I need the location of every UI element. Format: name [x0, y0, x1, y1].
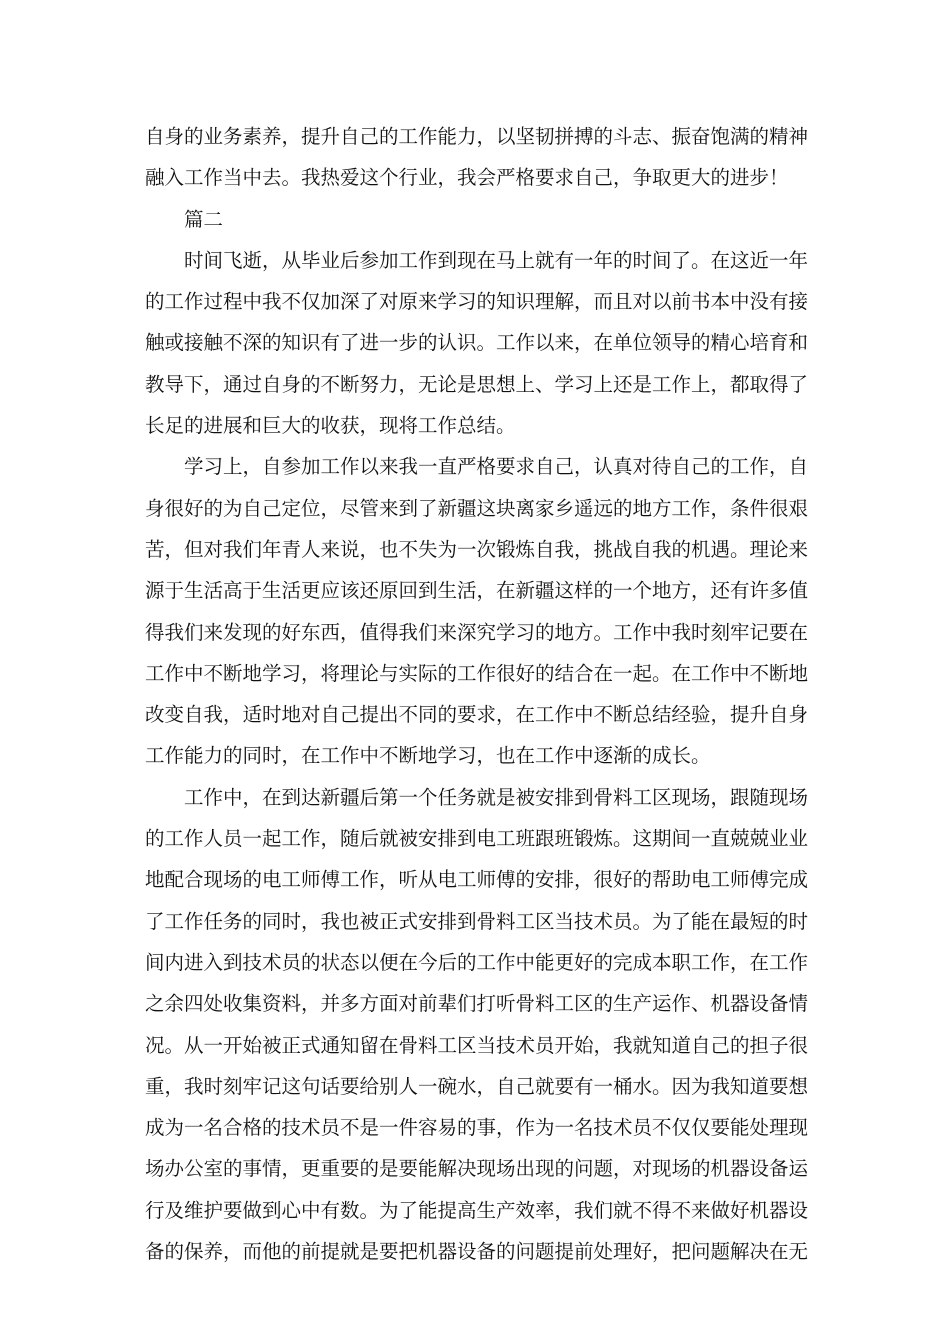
text-line: 备的保养，而他的前提就是要把机器设备的问题提前处理好，把问题解决在无 — [145, 1240, 809, 1264]
text-line: 的工作过程中我不仅加深了对原来学习的知识理解，而且对以前书本中没有接 — [145, 290, 809, 314]
text-line: 之余四处收集资料，并多方面对前辈们打听骨料工区的生产运作、机器设备情 — [145, 992, 809, 1016]
text-line: 况。从一开始被正式通知留在骨料工区当技术员开始，我就知道自己的担子很 — [145, 1033, 809, 1057]
text-line: 地配合现场的电工师傅工作，听从电工师傅的安排，很好的帮助电工师傅完成 — [145, 868, 809, 892]
section-heading — [145, 199, 805, 240]
text-line: 融入工作当中去。我热爱这个行业，我会严格要求自己，争取更大的进步！ — [145, 166, 789, 190]
text-line: 的工作人员一起工作，随后就被安排到电工班跟班锻炼。这期间一直兢兢业业 — [145, 827, 809, 851]
text-line: 行及维护要做到心中有数。为了能提高生产效率，我们就不得不来做好机器设 — [145, 1198, 809, 1222]
heading-text: 篇二 — [184, 207, 224, 231]
text-line: 间内进入到技术员的状态以便在今后的工作中能更好的完成本职工作，在工作 — [145, 950, 809, 974]
text-line: 源于生活高于生活更应该还原回到生活，在新疆这样的一个地方，还有许多值 — [145, 579, 809, 603]
text-line: 工作能力的同时，在工作中不断地学习，也在工作中逐渐的成长。 — [145, 744, 711, 768]
paragraph — [145, 240, 809, 446]
text-line: 改变自我，适时地对自己提出不同的要求，在工作中不断总结经验，提升自身 — [145, 703, 809, 727]
text-line: 自身的业务素养，提升自己的工作能力，以坚韧拼搏的斗志、振奋饱满的精神 — [145, 125, 809, 148]
paragraph — [145, 446, 809, 776]
text-line: 身很好的为自己定位，尽管来到了新疆这块离家乡遥远的地方工作，条件很艰 — [145, 496, 809, 520]
text-line: 成为一名合格的技术员不是一件容易的事，作为一名技术员不仅仅要能处理现 — [145, 1116, 809, 1140]
text-line: 工作中，在到达新疆后第一个任务就是被安排到骨料工区现场，跟随现场 — [184, 785, 809, 809]
text-line: 长足的进展和巨大的收获，现将工作总结。 — [145, 414, 516, 438]
document-body — [145, 116, 809, 1272]
text-line: 了工作任务的同时，我也被正式安排到骨料工区当技术员。为了能在最短的时 — [145, 909, 809, 933]
text-line: 触或接触不深的知识有了进一步的认识。工作以来，在单位领导的精心培育和 — [145, 331, 809, 355]
text-line: 重，我时刻牢记这句话要给别人一碗水，自己就要有一桶水。因为我知道要想 — [145, 1074, 809, 1098]
paragraph — [145, 777, 809, 1273]
text-line: 工作中不断地学习，将理论与实际的工作很好的结合在一起。在工作中不断地 — [145, 661, 809, 685]
text-line: 教导下，通过自身的不断努力，无论是思想上、学习上还是工作上，都取得了 — [145, 372, 809, 396]
paragraph-continued — [145, 116, 809, 199]
text-line: 场办公室的事情，更重要的是要能解决现场出现的问题，对现场的机器设备运 — [145, 1157, 809, 1181]
text-line: 时间飞逝，从毕业后参加工作到现在马上就有一年的时间了。在这近一年 — [184, 248, 809, 272]
text-line: 苦，但对我们年青人来说，也不失为一次锻炼自我，挑战自我的机遇。理论来 — [145, 537, 809, 561]
text-line: 学习上，自参加工作以来我一直严格要求自己，认真对待自己的工作，自 — [184, 455, 809, 479]
text-line: 得我们来发现的好东西，值得我们来深究学习的地方。工作中我时刻牢记要在 — [145, 620, 809, 644]
